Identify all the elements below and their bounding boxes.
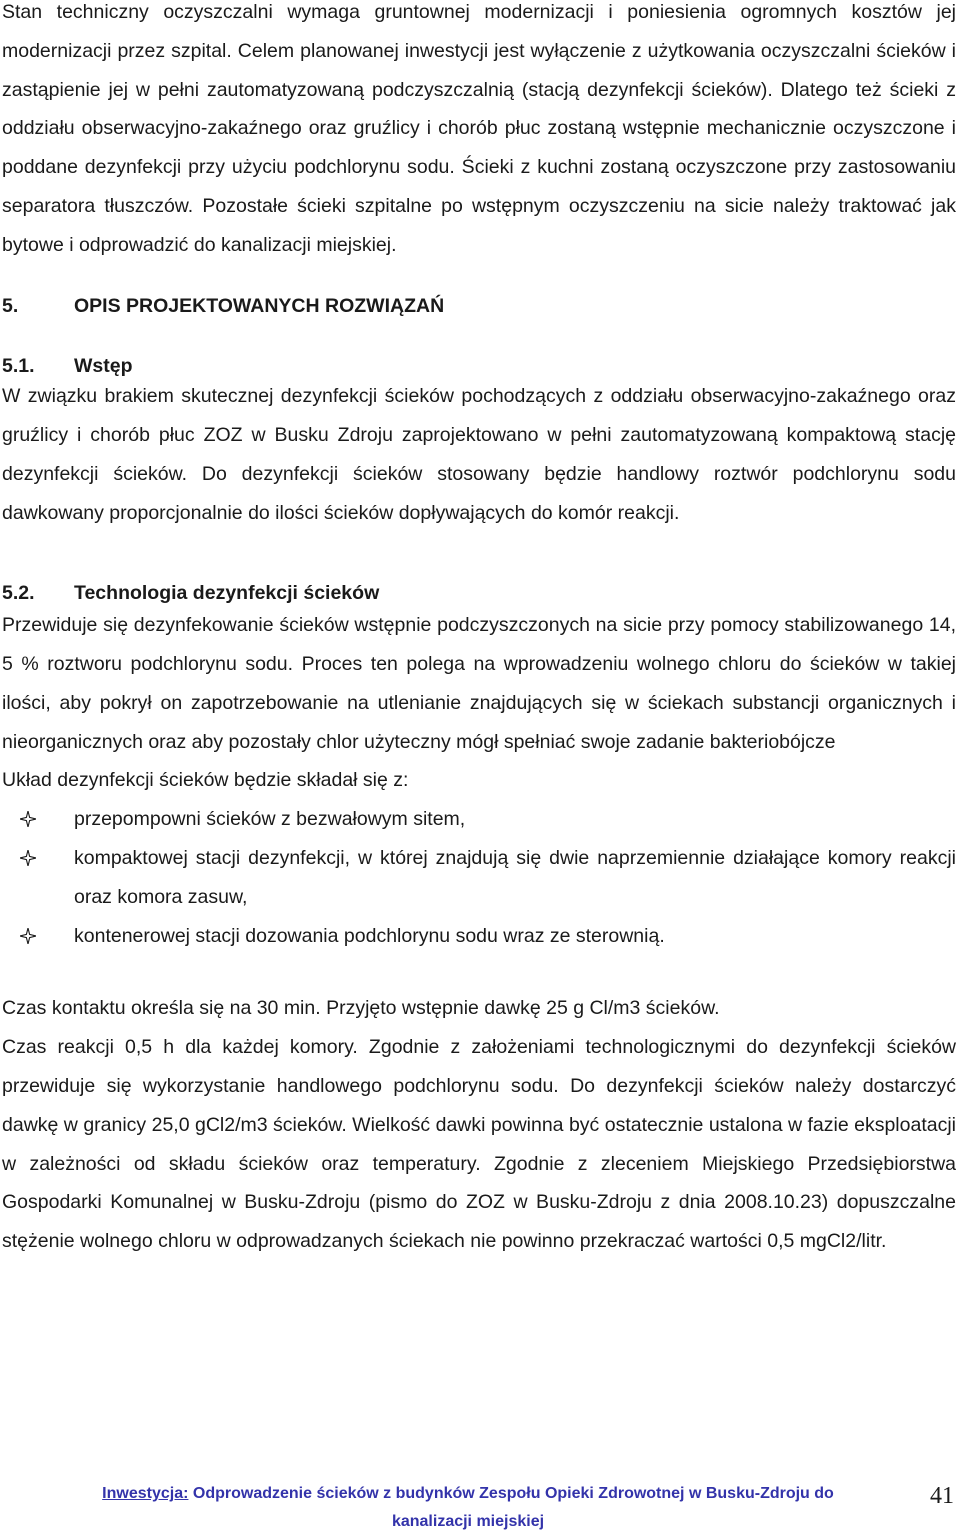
spacer xyxy=(2,265,956,287)
section-title: Technologia dezynfekcji ścieków xyxy=(74,582,380,605)
list-item xyxy=(2,839,956,917)
closing-paragraph: Czas reakcji 0,5 h dla każdej komory. Zgodnie z założeniami technologicznymi do dezynfekcji ścieków przewiduje się wykorzystanie handlowego podchlorynu sodu. Do dezynfekcji ścieków należy dostarczyć dawkę w granicy 25,0 gCl2/m3 ścieków. Wielkość dawki powinna być ostatecznie ustalona w fazie eksploatacji w zależności od składu ścieków oraz temperatury. Zgodnie z zleceniem Miejskiego Przedsiębiorstwa Gospodarki Komunalnej w Busku-Zdroju (pismo do ZOZ w Busku-Zdroju z dnia 2008.10.23) dopuszczalne stężenie wolnego chloru w odprowadzanych ściekach nie powinno przekraczać wartości 0,5 mgCl2/litr. xyxy=(2,1036,956,1253)
footer-text xyxy=(88,1480,848,1536)
section-5-2-paragraph: Przewiduje się dezynfekowanie ścieków wstępnie podczyszczonych na sicie przy pomocy stabilizowanego 14, 5 % roztworu podchlorynu sodu. Proces ten polega na wprowadzeniu wolnego chloru do ścieków w takiej ilości, aby pokrył on zapotrzebowanie na utlenianie znajdujących się w ściekach substancji organicznych i nieorganicznych oraz aby pozostały chlor użyteczny mógł spełniać swoje zadanie bakteriobójcze xyxy=(2,614,956,753)
section-title: Wstęp xyxy=(74,355,133,378)
page-number: 41 xyxy=(930,1483,954,1509)
footer-label: Inwestycja: xyxy=(102,1485,189,1502)
section-number: 5.2. xyxy=(2,582,35,605)
bullet-list xyxy=(2,800,956,955)
section-number: 5.1. xyxy=(2,355,35,378)
four-point-star-diamond-icon xyxy=(20,850,36,866)
section-heading-5 xyxy=(2,287,956,326)
contact-time-line: Czas kontaktu określa się na 30 min. Przyjęto wstępnie dawkę 25 g Cl/m3 ścieków. xyxy=(2,997,720,1020)
spacer xyxy=(2,532,956,574)
list-item xyxy=(2,800,956,839)
list-item-text: przepompowni ścieków z bezwałowym sitem, xyxy=(74,808,466,831)
list-item-text: kontenerowej stacji dozowania podchlorynu sodu wraz ze sterownią. xyxy=(74,924,665,947)
list-item xyxy=(2,917,956,956)
intro-paragraph: Stan techniczny oczyszczalni wymaga gruntownej modernizacji i poniesienia ogromnych kosztów jej modernizacji przez szpital. Celem planowanej inwestycji jest wyłączenie z użytkowania oczyszczalni ścieków i zastąpienie jej w pełni zautomatyzowaną podczyszczalnią (stacją dezynfekcji ścieków). Dlatego też ścieki z oddziału obserwacyjno-zakaźnego oraz gruźlicy i chorób płuc zostaną wstępnie mechanicznie oczyszczone i poddane dezynfekcji przy użyciu podchlorynu sodu. Ścieki z kuchni zostaną oczyszczone przy zastosowaniu separatora tłuszczów. Pozostałe ścieki szpitalne po wstępnym oczyszczeniu na sicie należy traktować jak bytowe i odprowadzić do kanalizacji miejskiej. xyxy=(2,1,956,256)
section-title: OPIS PROJEKTOWANYCH ROZWIĄZAŃ xyxy=(74,294,445,317)
list-intro: Układ dezynfekcji ścieków będzie składał się z: xyxy=(2,769,409,792)
list-item-text: kompaktowej stacji dezynfekcji, w której znajdują się dwie naprzemiennie działające komory reakcji oraz komora zasuw, xyxy=(74,846,956,908)
section-5-1-paragraph: W związku brakiem skutecznej dezynfekcji ścieków pochodzących z oddziału obserwacyjno-zakaźnego oraz gruźlicy i chorób płuc ZOZ w Busku Zdroju zaprojektowano w pełni zautomatyzowaną kompaktową stację dezynfekcji ścieków. Do dezynfekcji ścieków stosowany będzie handlowy roztwór podchlorynu sodu dawkowany proporcjonalnie do ilości ścieków dopływających do komór reakcji. xyxy=(2,385,956,524)
spacer xyxy=(2,325,956,347)
page-footer xyxy=(0,1466,960,1533)
footer-description: Odprowadzenie ścieków z budynków Zespołu Opieki Zdrowotnej w Busku-Zdroju do kanalizacji miejskiej xyxy=(188,1485,834,1530)
section-number: 5. xyxy=(2,294,19,317)
four-point-star-diamond-icon xyxy=(20,811,36,827)
document-page xyxy=(2,0,956,1261)
four-point-star-diamond-icon xyxy=(20,928,36,944)
spacer xyxy=(2,955,956,989)
